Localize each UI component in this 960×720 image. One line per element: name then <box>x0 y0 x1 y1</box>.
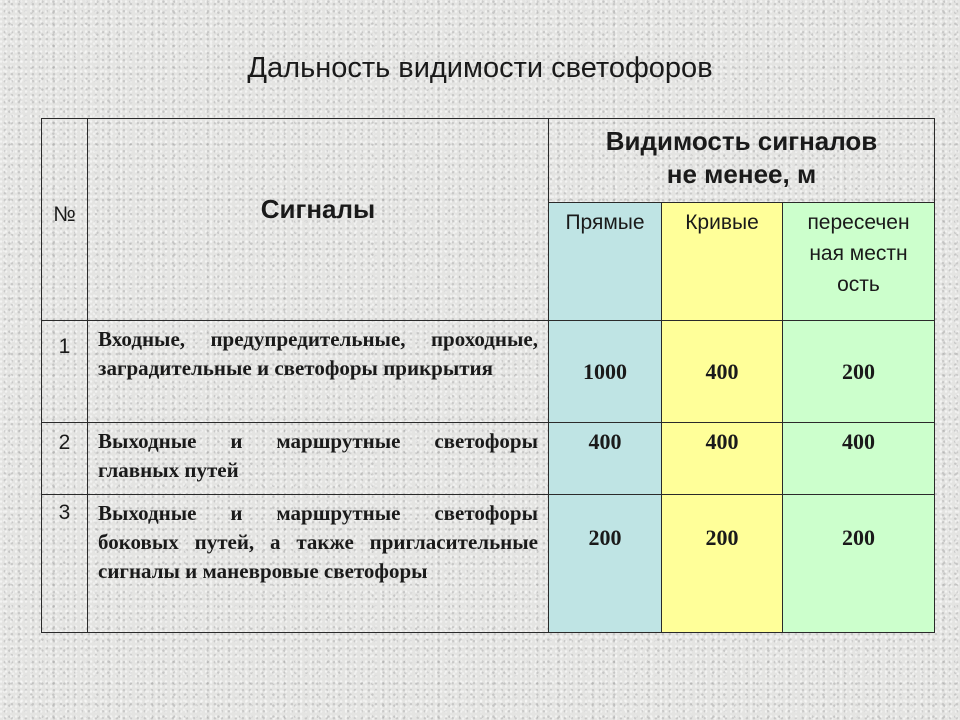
header-curves: Кривые <box>662 203 783 321</box>
row-rough-value: 200 <box>783 321 935 423</box>
row-rough-value: 200 <box>783 495 935 633</box>
header-rough: пересеченная местность <box>783 203 935 321</box>
page-title: Дальность видимости светофоров <box>247 52 713 84</box>
header-number: № <box>42 119 88 321</box>
row-straight-value: 1000 <box>549 321 662 423</box>
row-straight-value: 200 <box>549 495 662 633</box>
row-signal: Входные, предупредительные, проходные, заградительные и светофоры прикрытия <box>88 321 549 423</box>
row-signal: Выходные и маршрутные светофоры боковых путей, а также пригласительные сигналы и маневровые светофоры <box>88 495 549 633</box>
header-signals: Сигналы <box>88 119 549 321</box>
row-number: 1 <box>42 321 88 423</box>
row-number: 2 <box>42 423 88 495</box>
header-row-top <box>42 119 935 203</box>
row-curves-value: 400 <box>662 321 783 423</box>
row-signal: Выходные и маршрутные светофоры главных путей <box>88 423 549 495</box>
table-row <box>42 321 935 423</box>
table-row <box>42 423 935 495</box>
row-curves-value: 200 <box>662 495 783 633</box>
row-straight-value: 400 <box>549 423 662 495</box>
visibility-table <box>41 118 935 633</box>
row-number: 3 <box>42 495 88 633</box>
row-rough-value: 400 <box>783 423 935 495</box>
header-visibility: Видимость сигналов не менее, м <box>549 119 935 203</box>
header-straight: Прямые <box>549 203 662 321</box>
row-curves-value: 400 <box>662 423 783 495</box>
table-row <box>42 495 935 633</box>
